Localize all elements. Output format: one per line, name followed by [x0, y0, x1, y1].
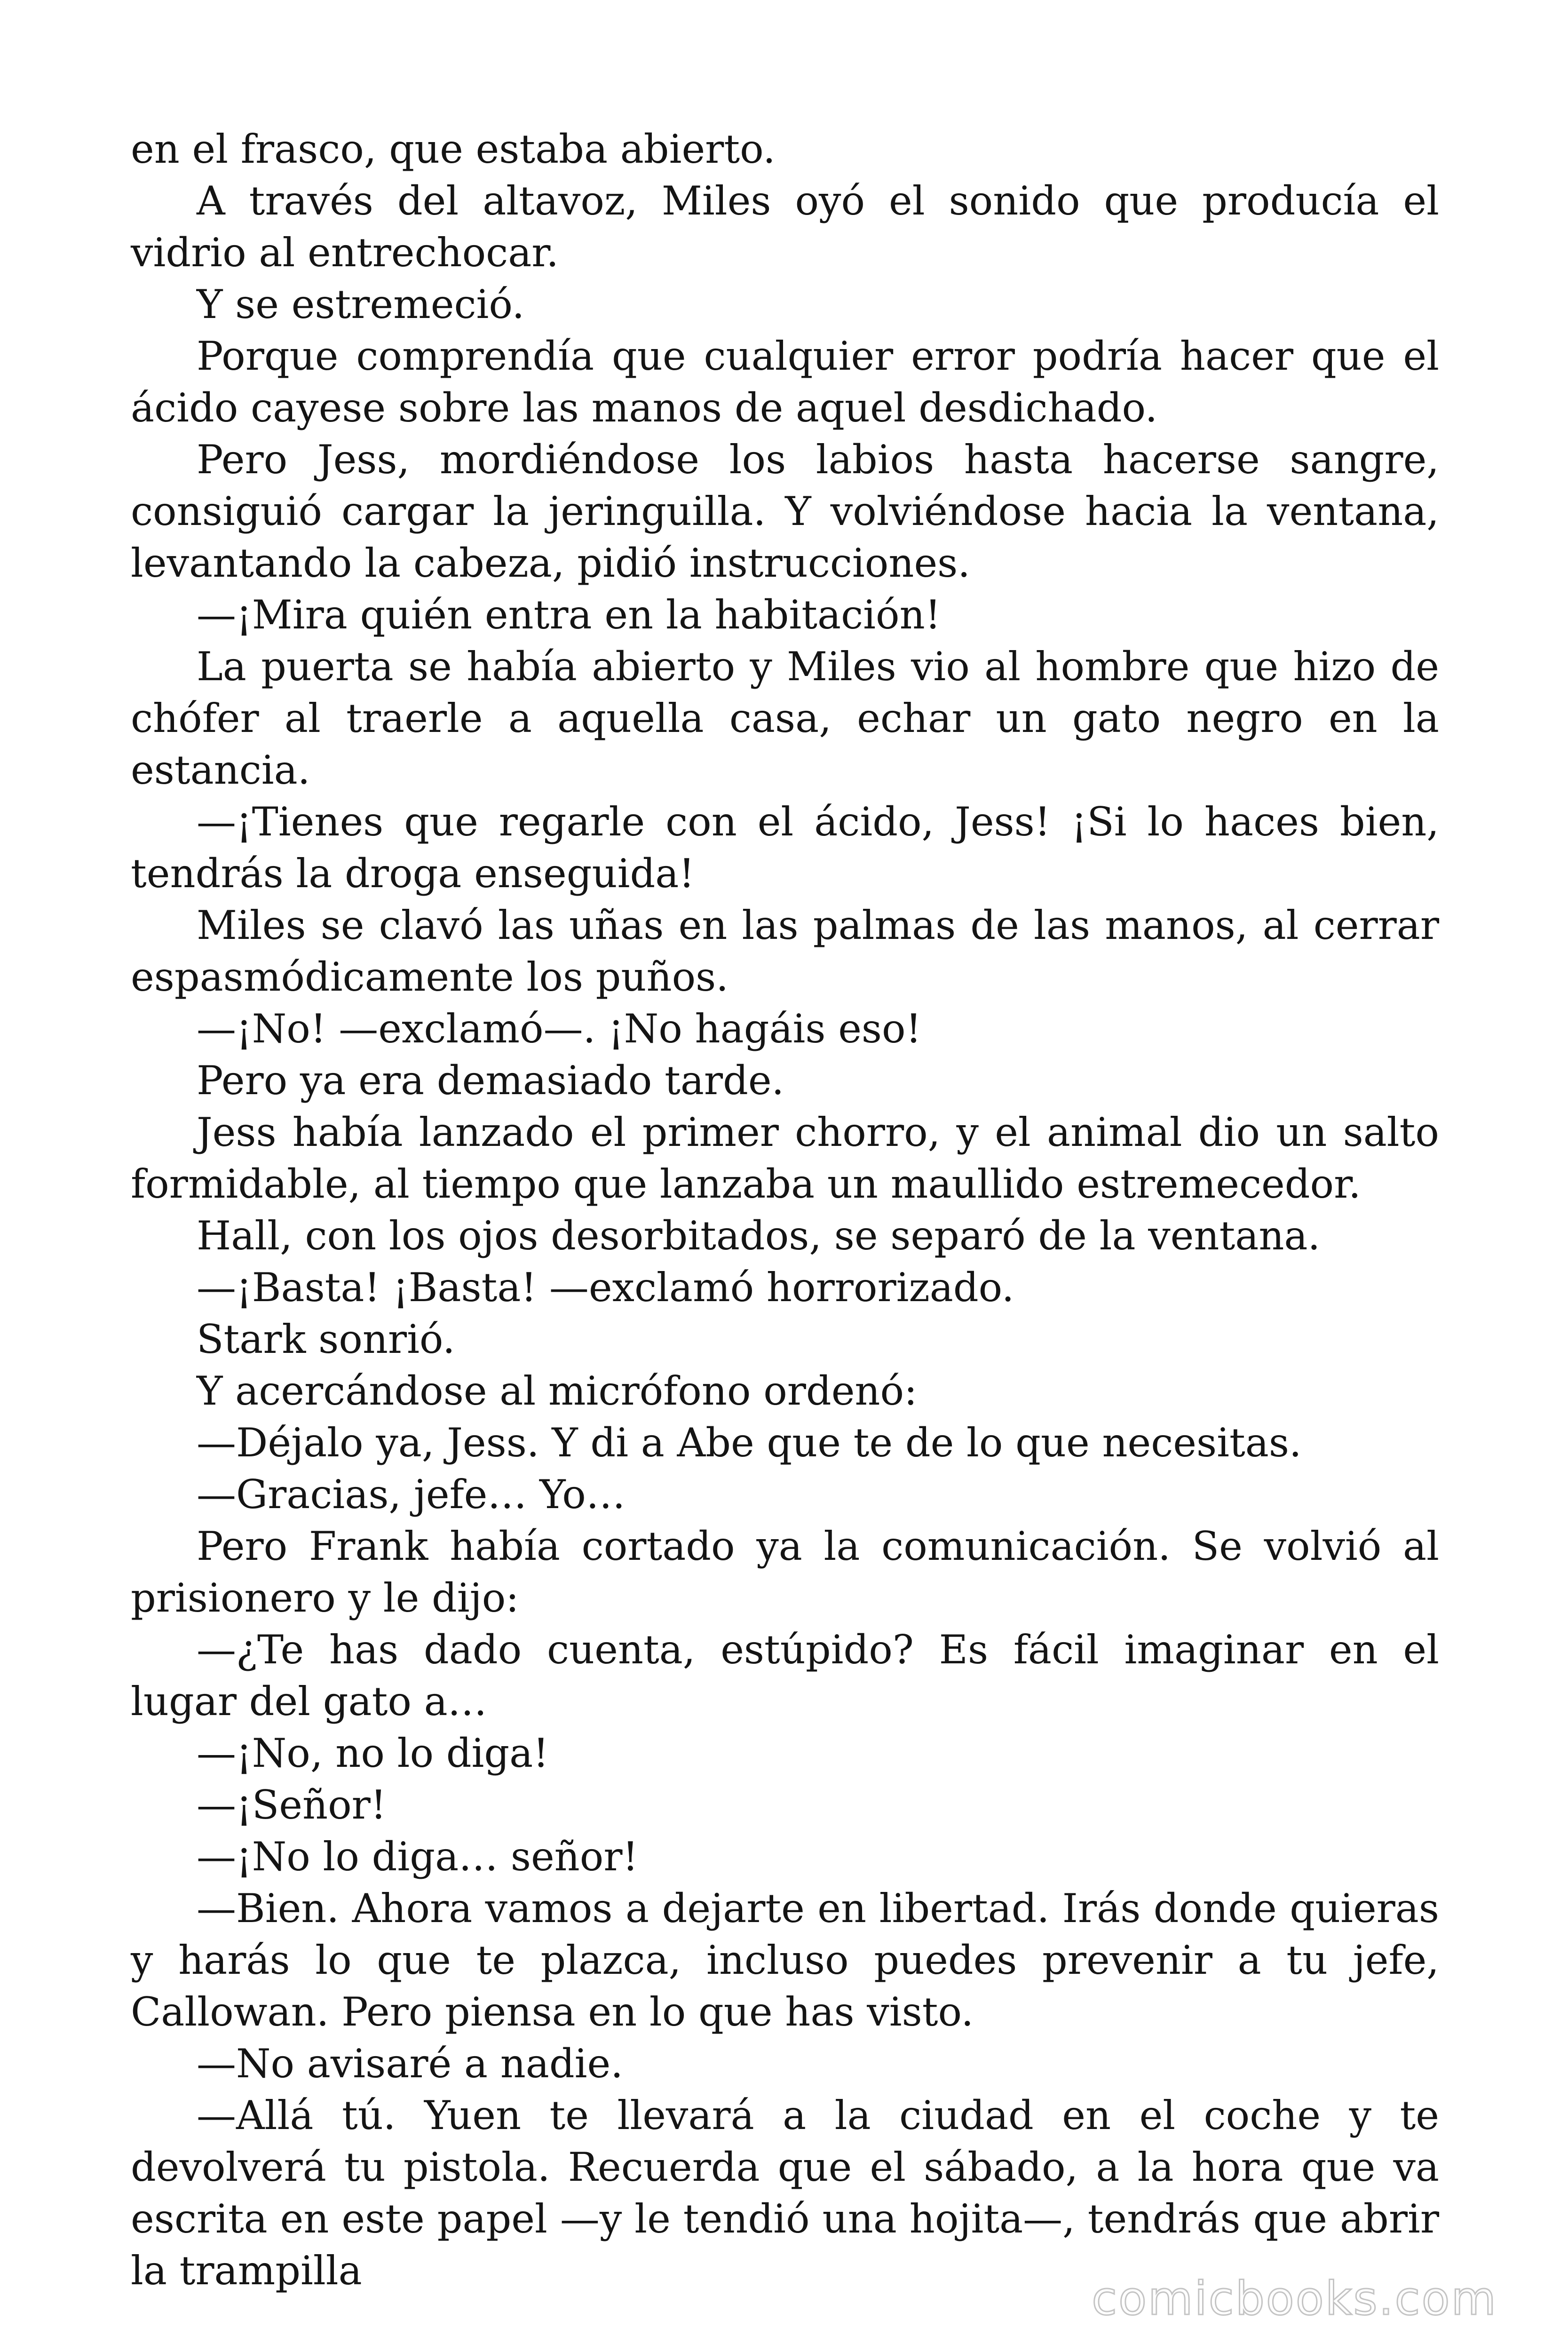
paragraph: A través del altavoz, Miles oyó el sonido que producía el vidrio al entrechocar. [131, 178, 1439, 276]
paragraph: —¡No, no lo diga! [197, 1730, 549, 1776]
paragraph: Jess había lanzado el primer chorro, y el animal dio un salto formidable, al tiempo que lanzaba un maullido estremecedor. [131, 1109, 1439, 1207]
paragraph: Pero Jess, mordiéndose los labios hasta hacerse sangre, consiguió cargar la jeringuilla. Y volviéndose hacia la ventana, levantando la cabeza, pidió instrucciones. [131, 437, 1439, 586]
watermark: comicbooks.com [1092, 2272, 1497, 2326]
paragraph: Y se estremeció. [197, 281, 525, 327]
paragraph: Miles se clavó las uñas en las palmas de las manos, al cerrar espasmódicamente los puños. [131, 902, 1439, 1000]
paragraph: —¡Basta! ¡Basta! —exclamó horrorizado. [197, 1264, 1014, 1311]
paragraph: —¡No lo diga… señor! [197, 1834, 639, 1880]
paragraph: —No avisaré a nadie. [197, 2041, 623, 2087]
paragraph: Porque comprendía que cualquier error podría hacer que el ácido cayese sobre las manos de aquel desdichado. [131, 333, 1439, 431]
paragraph: Y acercándose al micrófono ordenó: [197, 1368, 918, 1414]
body-text [131, 123, 1439, 2296]
paragraph: Pero Frank había cortado ya la comunicación. Se volvió al prisionero y le dijo: [131, 1523, 1439, 1621]
paragraph: —¿Te has dado cuenta, estúpido? Es fácil imaginar en el lugar del gato a… [131, 1627, 1439, 1724]
paragraph: Pero ya era demasiado tarde. [197, 1057, 784, 1104]
paragraph: —¡Mira quién entra en la habitación! [197, 592, 941, 638]
paragraph: —¡Tienes que regarle con el ácido, Jess! ¡Si lo haces bien, tendrás la droga enseguida! [131, 799, 1439, 897]
paragraph: —¡No! —exclamó—. ¡No hagáis eso! [197, 1006, 922, 1052]
paragraph: —Gracias, jefe… Yo… [197, 1471, 626, 1518]
paragraph: en el frasco, que estaba abierto. [131, 126, 776, 172]
paragraph: Hall, con los ojos desorbitados, se separó de la ventana. [197, 1213, 1321, 1259]
paragraph: —Allá tú. Yuen te llevará a la ciudad en el coche y te devolverá tu pistola. Recuerda que el sábado, a la hora que va escrita en este papel —y le tendió una hojita—, tendrás que abrir la trampilla [131, 2092, 1439, 2294]
paragraph: Stark sonrió. [197, 1316, 455, 1362]
paragraph: —Déjalo ya, Jess. Y di a Abe que te de lo que necesitas. [197, 1420, 1302, 1466]
paragraph: La puerta se había abierto y Miles vio al hombre que hizo de chófer al traerle a aquella casa, echar un gato negro en la estancia. [131, 644, 1439, 793]
paragraph: —Bien. Ahora vamos a dejarte en libertad. Irás donde quieras y harás lo que te plazca, incluso puedes prevenir a tu jefe, Callowan. Pero piensa en lo que has visto. [131, 1885, 1439, 2035]
paragraph: —¡Señor! [197, 1782, 387, 1828]
